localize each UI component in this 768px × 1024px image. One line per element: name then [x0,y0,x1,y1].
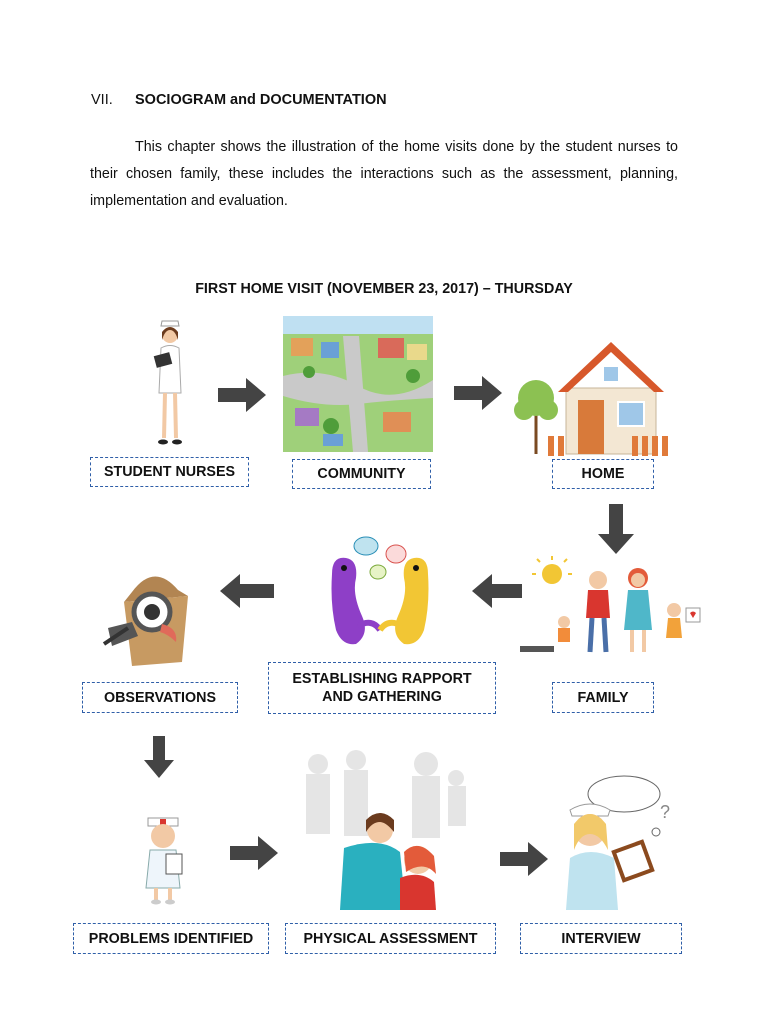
label-home: HOME [552,459,654,489]
family-illustration [518,552,704,658]
physical-assessment-illustration [296,748,478,910]
intro-paragraph: This chapter shows the illustration of the home visits done by the student nurses to their chosen family, these includes the interactions such as the assessment, planning, implementation and evaluation. [90,139,678,209]
rapport-line-2: AND GATHERING [322,689,442,705]
arrow-left-icon [472,574,522,608]
home-illustration [508,336,670,458]
arrow-down-icon [598,504,634,554]
arrow-right-icon [500,842,548,876]
visit-title: FIRST HOME VISIT (NOVEMBER 23, 2017) – THURSDAY [195,281,573,297]
student-nurse-illustration [145,318,195,450]
section-title: SOCIOGRAM and DOCUMENTATION [135,92,387,108]
detective-illustration [102,562,206,668]
arrow-down-icon [144,736,174,778]
arrow-right-icon [454,376,502,410]
label-physical-assessment: PHYSICAL ASSESSMENT [285,923,496,954]
label-establishing-rapport [268,662,496,714]
interview-nurse-illustration [560,774,684,910]
svg-text:?: ? [660,802,671,822]
observations-text: OBSERVATIONS [103,689,216,706]
arrow-right-icon [230,836,278,870]
arrow-right-icon [218,378,266,412]
label-family: FAMILY [552,682,654,713]
label-community: COMMUNITY [292,459,431,489]
section-heading [91,92,387,108]
nurse-clipboard-illustration [136,810,190,906]
label-observations [82,682,238,713]
arrow-left-icon [220,574,274,608]
label-problems-identified: PROBLEMS IDENTIFIED [73,923,269,954]
section-number: VII. [91,92,113,108]
rapport-line-1: ESTABLISHING RAPPORT [292,671,472,687]
label-student-nurses: STUDENT NURSES [90,457,249,487]
rapport-illustration [322,534,438,652]
label-interview: INTERVIEW [520,923,682,954]
community-illustration [283,316,433,452]
